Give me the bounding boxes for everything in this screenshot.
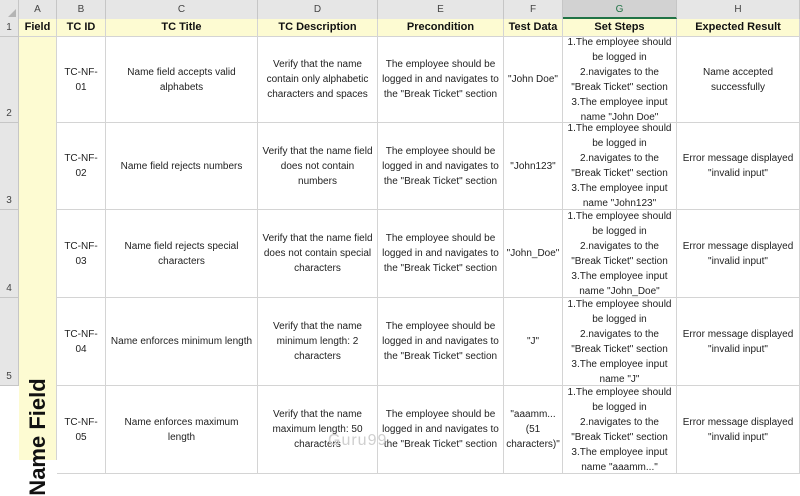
row-header-2[interactable] [0,37,19,123]
step-line: 2.navigates to the "Break Ticket" section [571,328,668,355]
column-header-f[interactable]: F [504,0,563,19]
cell-text: "John_Doe" [506,248,560,259]
cell-text: TC-NF-02 [64,153,98,179]
select-all-corner[interactable] [0,0,19,19]
cell-text: Error message displayed "invalid input" [682,240,794,267]
field-merged-cell[interactable] [19,37,57,496]
cell-text: Name field accepts valid alphabets [127,66,236,93]
precondition-cell[interactable] [378,210,504,298]
set-steps-cell[interactable] [563,37,677,123]
precondition-cell[interactable] [378,37,504,123]
step-line: 3.The employee input name "aaamm..." [571,446,668,473]
column-header-h[interactable]: H [677,0,800,19]
cell-text: The employee should be logged in and navigates to the "Break Ticket" section [382,59,499,100]
tc-description-cell[interactable] [258,123,378,210]
step-line: 3.The employee input name "John Doe" [571,96,668,123]
row-number: 2 [6,108,12,119]
column-header-c[interactable]: C [106,0,258,19]
header-set-steps[interactable]: Set Steps [563,19,677,37]
test-data-cell[interactable] [504,210,563,298]
column-header-d[interactable]: D [258,0,378,19]
header-tc-description[interactable]: TC Description [258,19,378,37]
test-data-cell[interactable] [504,298,563,386]
cell-text: Error message displayed "invalid input" [682,153,794,179]
set-steps-cell[interactable] [563,210,677,298]
cell-text: "John Doe" [508,74,558,85]
expected-result-cell[interactable] [677,210,800,298]
cell-text: "J" [526,336,540,347]
cell-text: Error message displayed "invalid input" [682,328,794,355]
test-data-cell[interactable] [504,386,563,474]
expected-result-cell[interactable] [677,386,800,474]
test-data-cell[interactable] [504,123,563,210]
cell-text: The employee should be logged in and navigates to the "Break Ticket" section [382,321,499,362]
tc-title-cell[interactable] [106,386,258,474]
step-line: 3.The employee input name "John_Doe" [571,270,668,297]
cell-text: The employee should be logged in and navigates to the "Break Ticket" section [382,145,499,187]
cell-text: The employee should be logged in and navigates to the "Break Ticket" section [382,233,499,274]
step-line: 2.navigates to the "Break Ticket" section [571,66,668,93]
cell-text: Verify that the name field does not contain special characters [262,233,373,274]
cell-text: Verify that the name minimum length: 2 characters [273,321,362,362]
column-header-e[interactable]: E [378,0,504,19]
step-line: 3.The employee input name "John123" [571,183,668,209]
precondition-cell[interactable] [378,298,504,386]
cell-text: Name field rejects numbers [120,160,243,172]
row-header-3[interactable] [0,123,19,210]
expected-result-cell[interactable] [677,298,800,386]
tc-title-cell[interactable] [106,210,258,298]
row-number: 5 [6,371,12,382]
step-line: 2.navigates to the "Break Ticket" section [571,416,668,443]
step-line: 1.The employee should be logged in [567,123,672,149]
cell-text: Verify that the name maximum length: 50 characters [272,409,363,450]
cell-text: Verify that the name field does not contain numbers [262,145,373,187]
step-line: 2.navigates to the "Break Ticket" section [571,153,668,179]
tc-description-cell[interactable] [258,298,378,386]
cell-text: Error message displayed "invalid input" [682,416,794,443]
header-test-data[interactable]: Test Data [504,19,563,37]
step-line: 1.The employee should be logged in [567,298,672,325]
cell-text: TC-NF-03 [64,240,98,267]
watermark: Guru99 [328,432,388,449]
tc-id-cell[interactable] [57,298,106,386]
cell-text: "John123" [510,160,556,172]
header-precondition[interactable]: Precondition [378,19,504,37]
cell-text: Name accepted successfully [702,66,774,93]
cell-text: Verify that the name contain only alphabetic characters and spaces [266,59,369,100]
step-line: 1.The employee should be logged in [567,210,672,237]
set-steps-cell[interactable] [563,123,677,210]
field-label: Name Field [24,378,50,496]
test-data-cell[interactable] [504,37,563,123]
row-number: 4 [6,283,12,294]
tc-id-cell[interactable] [57,210,106,298]
header-expected-result[interactable]: Expected Result [677,19,800,37]
cell-text: TC-NF-05 [64,416,98,443]
column-header-g[interactable]: G [563,0,677,19]
column-header-a[interactable]: A [19,0,57,19]
set-steps-cell[interactable] [563,386,677,474]
expected-result-cell[interactable] [677,123,800,210]
row-number: 1 [6,22,12,33]
tc-description-cell[interactable] [258,37,378,123]
row-header-4[interactable] [0,210,19,298]
cell-text: "aaamm... (51 characters)" [506,409,560,450]
step-line: 3.The employee input name "J" [571,358,668,385]
row-header-1[interactable] [0,19,19,37]
column-header-b[interactable]: B [57,0,106,19]
tc-id-cell[interactable] [57,123,106,210]
header-tc-title[interactable]: TC Title [106,19,258,37]
tc-title-cell[interactable] [106,37,258,123]
tc-description-cell[interactable] [258,386,378,474]
cell-text: The employee should be logged in and navigates to the "Break Ticket" section [382,409,499,450]
step-line: 2.navigates to the "Break Ticket" section [571,240,668,267]
step-line: 1.The employee should be logged in [567,386,672,413]
cell-text: Name enforces maximum length [124,416,239,443]
tc-title-cell[interactable] [106,298,258,386]
cell-text: Name enforces minimum length [110,336,253,347]
row-header-5[interactable] [0,298,19,386]
precondition-cell[interactable] [378,386,504,474]
header-field[interactable]: Field [19,19,57,37]
set-steps-cell[interactable] [563,298,677,386]
tc-title-cell[interactable] [106,123,258,210]
header-tc-id[interactable]: TC ID [57,19,106,37]
precondition-cell[interactable] [378,123,504,210]
expected-result-cell[interactable] [677,37,800,123]
tc-id-cell[interactable] [57,37,106,123]
cell-text: TC-NF-01 [64,66,98,93]
row-number: 3 [6,195,12,206]
cell-text: Name field rejects special characters [124,240,239,267]
tc-description-cell[interactable] [258,210,378,298]
tc-id-cell[interactable] [57,386,106,474]
step-line: 1.The employee should be logged in [567,36,672,63]
cell-text: TC-NF-04 [64,328,98,355]
